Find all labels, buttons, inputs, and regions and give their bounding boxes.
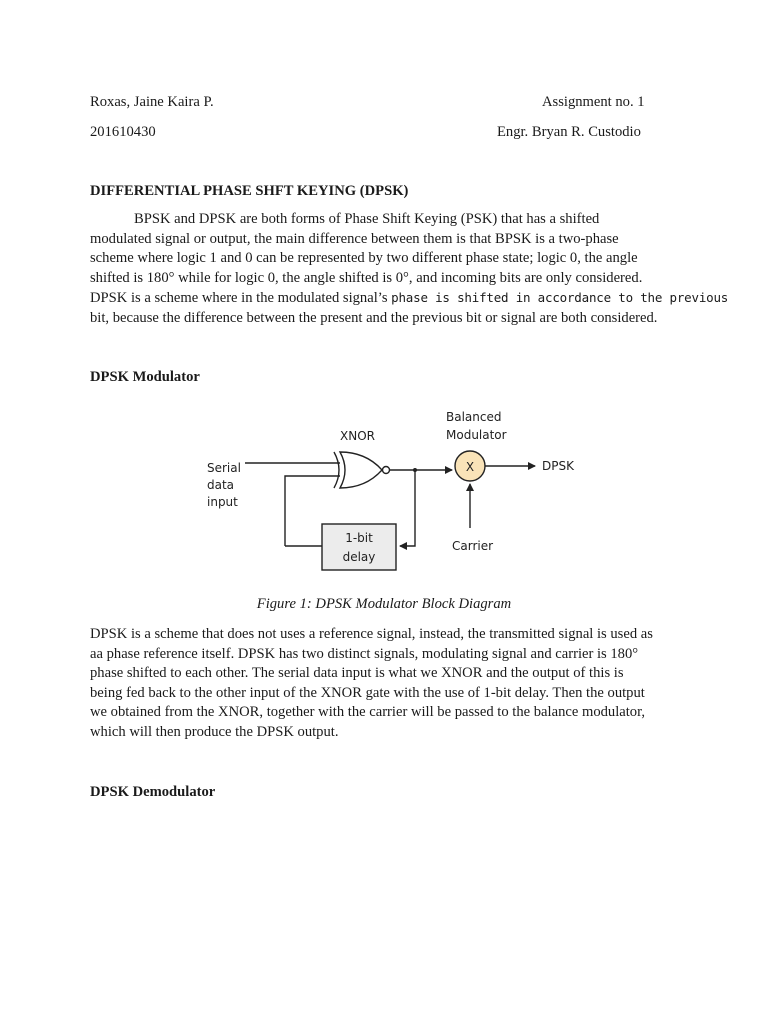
- delay-label-top: 1-bit: [345, 531, 373, 545]
- section-title-modulator: DPSK Modulator: [90, 369, 200, 385]
- carrier-label: Carrier: [452, 539, 494, 553]
- section-title-dpsk: DIFFERENTIAL PHASE SHFT KEYING (DPSK): [90, 183, 409, 199]
- xnor-label: XNOR: [340, 429, 375, 443]
- xnor-gate-symbol: [334, 452, 390, 488]
- serial-label: Serial: [207, 461, 241, 475]
- paragraph-line: phase shifted to each other. The serial data input is what we XNOR and the output of this is: [90, 665, 624, 681]
- paragraph-line-start: DPSK is a scheme where in the modulated signal’s: [90, 290, 392, 306]
- student-name: Roxas, Jaine Kaira P.: [90, 94, 214, 110]
- paragraph-line: bit, because the difference between the present and the previous bit or signal are both considered.: [90, 309, 658, 326]
- assignment-number: Assignment no. 1: [542, 94, 645, 110]
- dpsk-modulator-diagram: [190, 400, 590, 585]
- junction-dot: [413, 468, 417, 472]
- balanced-label: Balanced: [446, 410, 502, 424]
- paragraph-line-tail: phase is shifted in accordance to the previous: [391, 290, 729, 305]
- paragraph-line: shifted is 180° while for logic 0, the angle shifted is 0°, and incoming bits are only considered.: [90, 269, 643, 286]
- paragraph-line: modulated signal or output, the main difference between them is that BPSK is a two-phase: [90, 230, 619, 247]
- paragraph-line: scheme where logic 1 and 0 can be represented by two different phase state; logic 0, the angle: [90, 250, 638, 266]
- input-label: input: [207, 495, 238, 509]
- paragraph-line: BPSK and DPSK are both forms of Phase Shift Keying (PSK) that has a shifted: [134, 211, 600, 227]
- modulator-label: Modulator: [446, 428, 507, 442]
- student-id: 201610430: [90, 124, 156, 140]
- paragraph-line: being fed back to the other input of the XNOR gate with the use of 1-bit delay. Then the output: [90, 684, 645, 701]
- instructor-name: Engr. Bryan R. Custodio: [497, 124, 641, 140]
- feedback-wire: [400, 470, 415, 546]
- intro-paragraph: [90, 210, 729, 328]
- section-title-demodulator: DPSK Demodulator: [90, 784, 216, 800]
- paragraph-line: DPSK is a scheme that does not uses a reference signal, instead, the transmitted signal is used as: [90, 626, 653, 642]
- paragraph-line: we obtained from the XNOR, together with the carrier will be passed to the balance modulator,: [90, 704, 646, 720]
- figure-caption: Figure 1: DPSK Modulator Block Diagram: [256, 596, 512, 612]
- paragraph-line-mixed: [90, 288, 729, 309]
- paragraph-line: aa phase reference itself. DPSK has two distinct signals, modulating signal and carrier is 180°: [90, 645, 639, 662]
- delay-label-bottom: delay: [342, 550, 376, 564]
- data-label: data: [207, 478, 235, 492]
- dpsk-output-label: DPSK: [542, 459, 574, 473]
- multiplier-symbol: X: [465, 460, 475, 474]
- paragraph-line: which will then produce the DPSK output.: [90, 723, 339, 740]
- modulator-paragraph: [90, 625, 680, 742]
